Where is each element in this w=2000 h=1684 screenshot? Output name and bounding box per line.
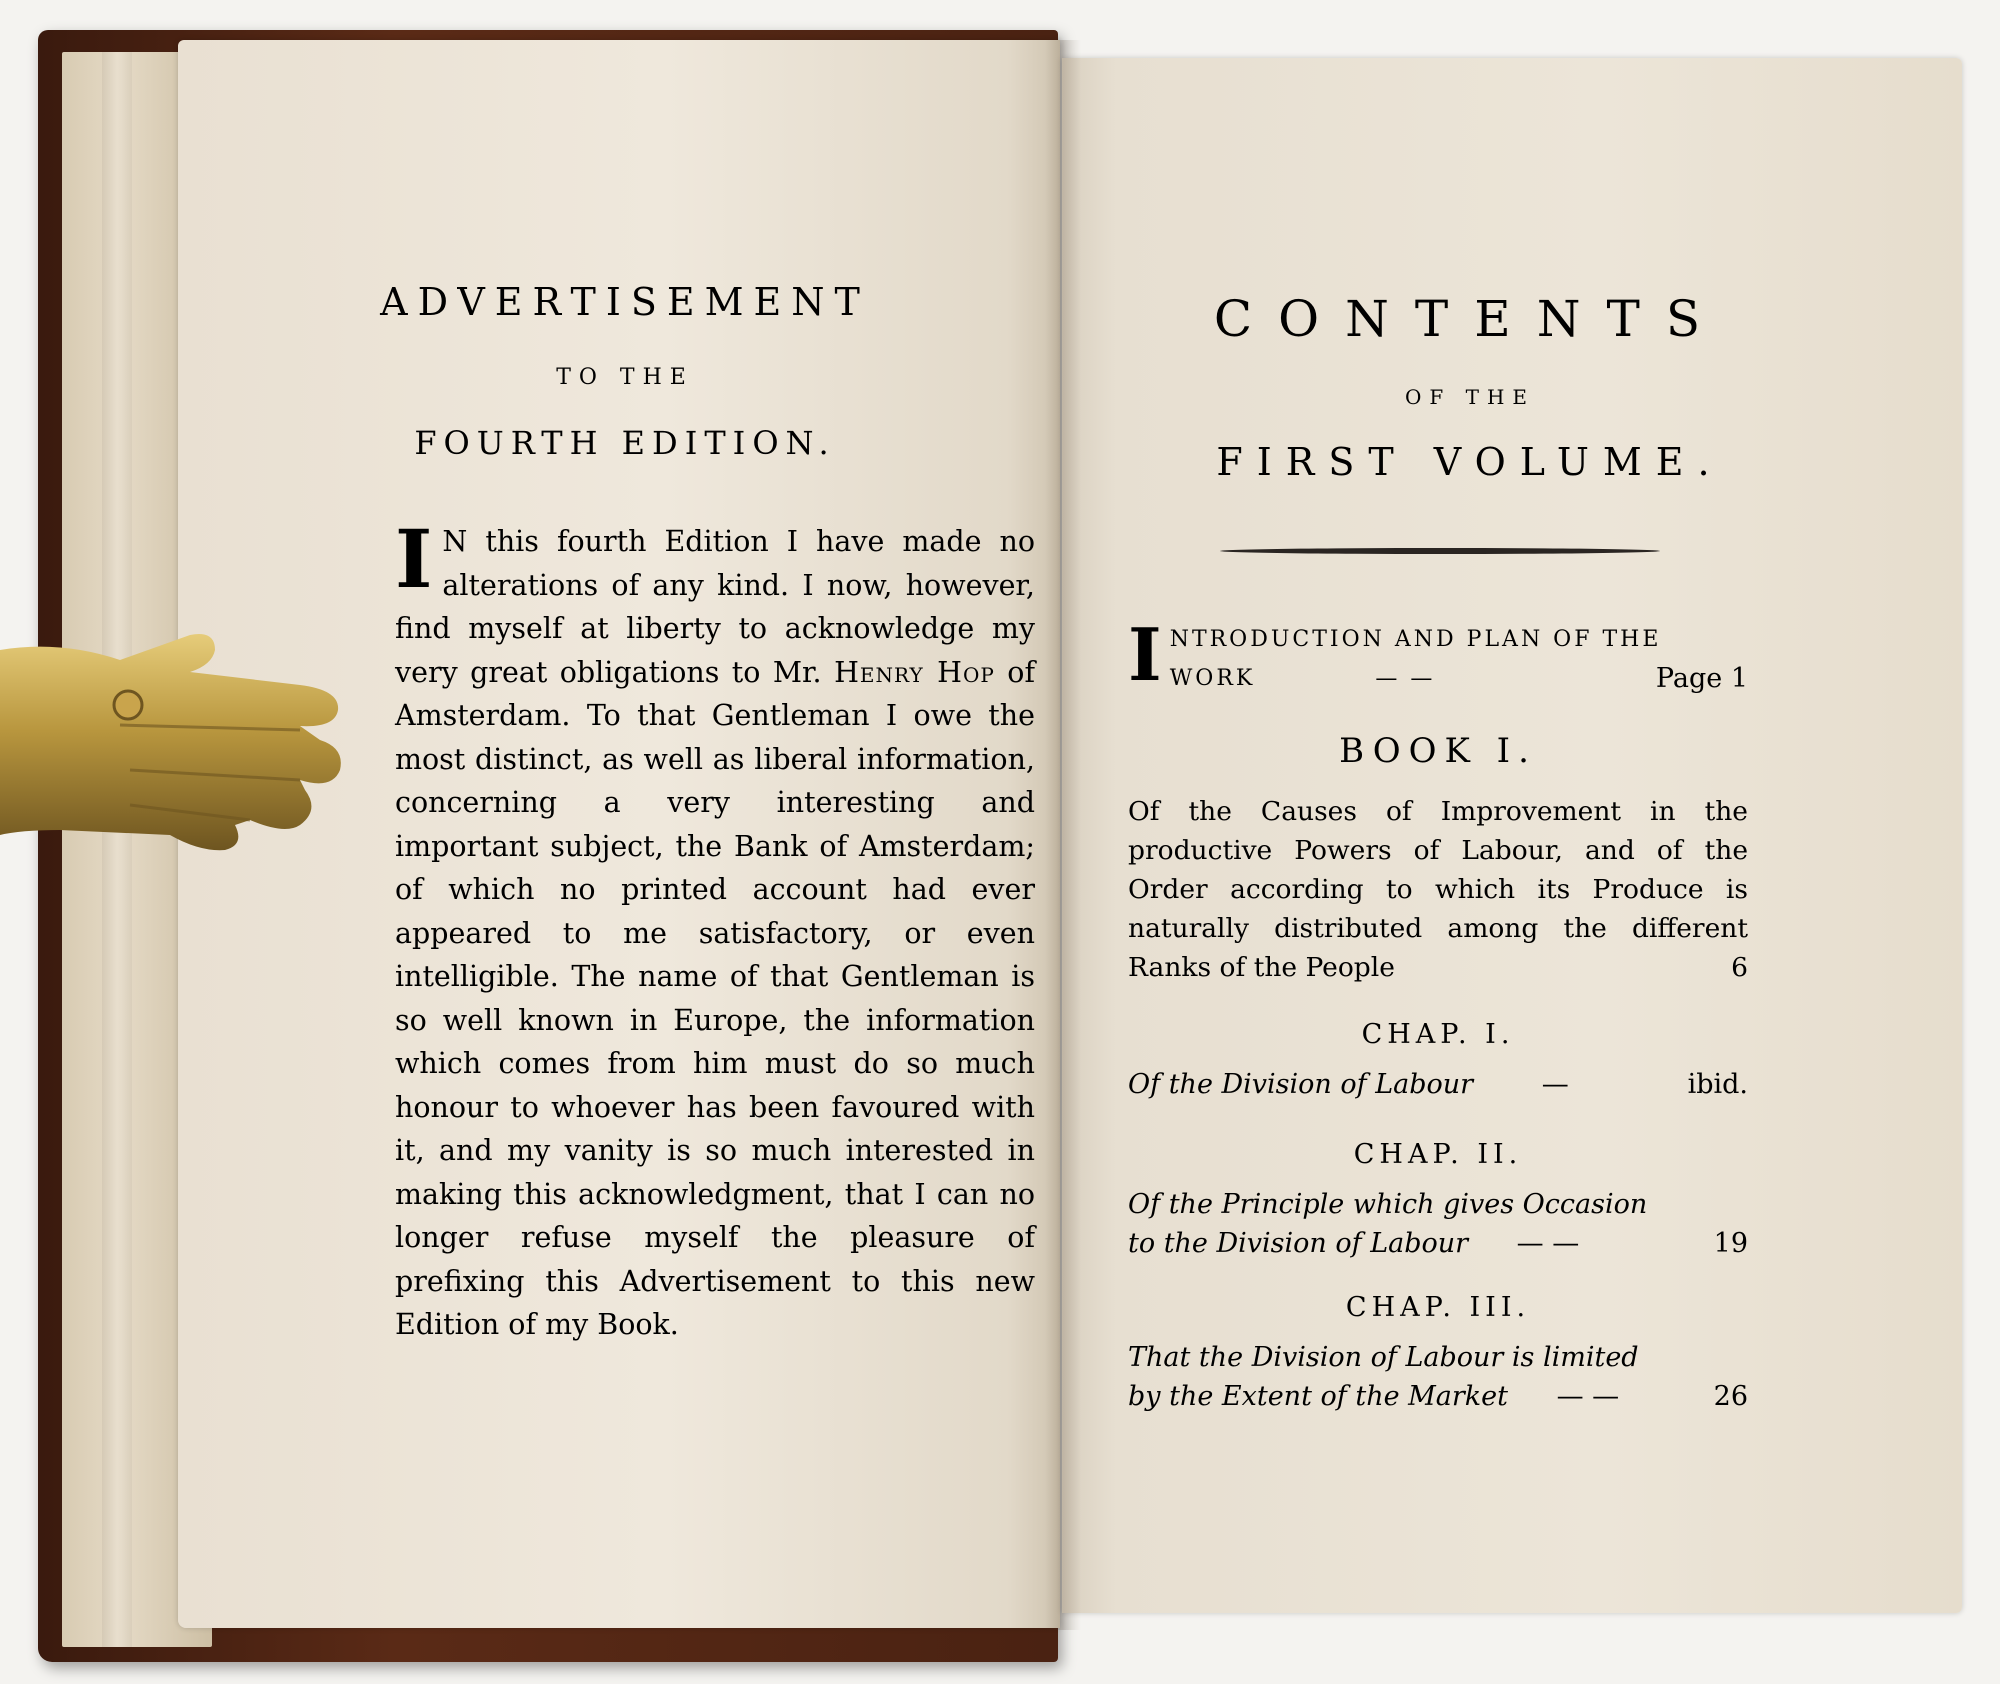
body-name: Henry Hop — [834, 655, 995, 689]
chap-three-heading: CHAP. III. — [1345, 1292, 1531, 1323]
intro-page-number: Page 1 — [1655, 663, 1748, 694]
drop-cap: I — [395, 512, 433, 606]
chap-three-title: That the Division of Labour is limited by the Extent of the Market — [1128, 1342, 1639, 1412]
body-text-end: of Amsterdam. To that Gentleman I owe the most distinct, as well as liberal information, concerning a very interesting and important subject, the Bank of Amsterdam; of which no printed account had ever appeared to me satisfactory, or even intelligible. The name of that Gentleman is so well known in Europe, the information which comes from him must do so much honour to whoever has been favoured with it, and my vanity is so much interested in making this acknowledgment, that I can no longer refuse myself the pleasure of prefixing this Advertisement to this new Edition of my Book. — [395, 655, 1035, 1341]
intro-line-2 — [1128, 659, 1748, 698]
chap-two-heading: CHAP. II. — [1353, 1139, 1523, 1170]
chap-one-page: ibid. — [1687, 1069, 1748, 1100]
intro-work-label: WORK — [1169, 666, 1256, 691]
chap-two-title: Of the Principle which gives Occasion to the Division of Labour — [1128, 1189, 1648, 1259]
chap-two-dashes: — — — [1516, 1228, 1580, 1259]
intro-entry — [1128, 612, 1748, 698]
first-volume-label: FIRST VOLUME. — [1216, 440, 1724, 484]
chap-one-dashes: — — [1541, 1069, 1569, 1100]
chap-one-title: Of the Division of Labour — [1128, 1069, 1474, 1100]
advertisement-heading: ADVERTISEMENT — [380, 280, 870, 324]
contents-heading: CONTENTS — [1213, 290, 1727, 348]
chap-one-entry — [1128, 1065, 1748, 1104]
book-one-text: Of the Causes of Improvement in the productive Powers of Labour, and of the Order according to which its Produce is naturally distributed among the different Ranks of the People — [1128, 796, 1748, 983]
fourth-edition-label: FOURTH EDITION. — [414, 424, 836, 462]
to-the-label: TO THE — [556, 365, 694, 390]
chap-one-heading: CHAP. I. — [1361, 1019, 1515, 1050]
chap-three-dashes: — — — [1556, 1381, 1620, 1412]
decorative-rule — [1220, 548, 1660, 554]
intro-drop-cap: I — [1128, 612, 1162, 697]
intro-line-1: NTRODUCTION AND PLAN OF THE — [1169, 627, 1662, 652]
chap-three-page: 26 — [1713, 1381, 1748, 1412]
brass-hand-icon — [0, 630, 370, 870]
body-text-start: N this fourth Edition I have made no alterations of any kind. I now, however, find myself at liberty to acknowledge my very great obligations to Mr. — [395, 525, 1035, 689]
book-one-entry — [1128, 792, 1748, 987]
of-the-label: OF THE — [1404, 385, 1535, 409]
intro-dashes: — — — [1375, 666, 1436, 691]
advertisement-body — [395, 512, 1035, 1347]
chap-two-page: 19 — [1713, 1228, 1748, 1259]
book-one-heading: BOOK I. — [1339, 731, 1537, 771]
book-one-page: 6 — [1731, 952, 1748, 983]
